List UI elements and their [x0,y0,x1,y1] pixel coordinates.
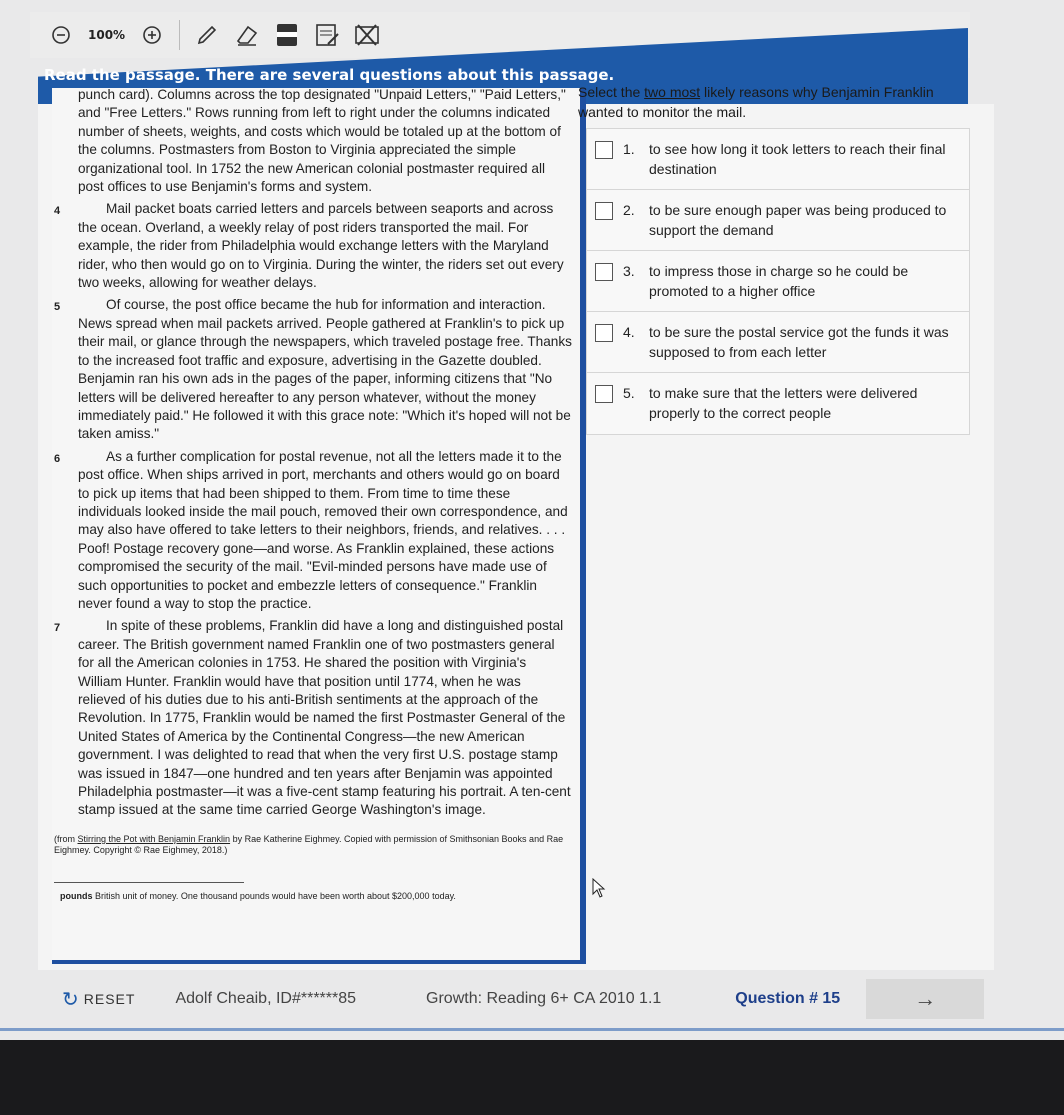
answer-option[interactable] [587,190,969,251]
answer-option[interactable] [587,129,969,190]
instructions-title: Read the passage. There are several questions about this passage. [44,66,615,84]
paragraph-text: punch card). Columns across the top designated "Unpaid Letters," "Paid Letters," and "Free Letters." Rows running from left to right under the columns indicated number of sheets, weights, and costs which would be totaled up at the bottom of the columns. Postmasters from Boston to Virginia appreciated the simple organizational tool. In 1752 the new American colonial postmaster required all post offices to use Benjamin's forms and system. [78,88,566,195]
footnote [52,887,572,905]
option-number: 3. [623,263,635,279]
student-name: Adolf Cheaib, ID#******85 [175,990,357,1007]
answer-eliminator-icon[interactable] [354,22,380,48]
reset-icon: ↻ [62,988,80,1011]
option-text: to impress those in charge so he could be promoted to a higher office [649,263,909,299]
option-checkbox[interactable] [595,324,613,342]
paragraph-text: In spite of these problems, Franklin did have a long and distinguished postal career. The British government named Franklin one of two postmasters general for all the American colonies in 1753. He shared the position with Virginia's William Hunter. Franklin would have that position until 1774, when he was relieved of his duties due to his anti-British sentiments at the approach of the Revolution. In 1775, Franklin would be named the first Postmaster General of the United States of America by the Continental Congress—the new American government. I was delighted to read that when the very first U.S. postage stamp was issued in 1847—one hundred and ten years after Benjamin was appointed Philadelphia postmaster—it was a five-cent stamp featuring his portrait. A ten-cent stamp issued at the same time carried George Washington's image. [78,618,571,818]
credit-prefix: (from [54,833,78,844]
paragraph-number: 6 [54,452,61,465]
option-number: 2. [623,202,635,218]
footer-bar [54,976,994,1022]
reset-label: RESET [83,991,136,1007]
reset-button[interactable] [62,987,135,1012]
question-prefix: Select the [578,84,645,100]
zoom-in-icon[interactable] [139,22,165,48]
eraser-icon[interactable] [234,22,260,48]
option-checkbox[interactable] [595,263,613,281]
answer-option[interactable] [587,312,969,373]
notepad-icon[interactable] [314,22,340,48]
answer-option[interactable] [587,251,969,312]
question-emphasis: two most [644,84,701,100]
toolbar-separator [179,20,180,50]
option-number: 5. [623,385,635,401]
answer-options [586,128,970,435]
zoom-out-icon[interactable] [48,22,74,48]
pen-icon[interactable] [194,22,220,48]
option-number: 4. [623,324,635,340]
passage-paragraph [52,200,572,292]
paragraph-text: As a further complication for postal revenue, not all the letters made it to the post office. When ships arrived in port, merchants and others would go on board to pick up items that had been shipped to them. From time to time these individuals looked inside the mail pouch, removed their own correspondence, and may also have offered to take letters to their neighbors, friends, and relatives. . . . Poof! Postage recovery gone—and worse. As Franklin explained, these actions compromised the security of the mail. "Evil-minded persons have made use of such opportunities to pocket and embezzle letters of consequence." Franklin never found a way to stop the practice. [78,448,568,611]
option-checkbox[interactable] [595,385,613,403]
passage-paragraph [52,88,572,196]
passage-paragraph [52,296,572,443]
answer-option[interactable] [587,373,969,434]
option-text: to be sure enough paper was being produced to support the demand [649,202,947,238]
question-prompt [578,82,958,122]
paragraph-number: 5 [54,301,61,314]
option-checkbox[interactable] [595,202,613,220]
option-text: to be sure the postal service got the funds it was supposed to from each letter [649,324,949,360]
footnote-divider [54,882,244,883]
passage-paragraph [52,448,572,614]
passage-content [52,88,572,905]
next-arrow-icon: → [914,986,937,1011]
footnote-term: pounds [60,890,93,901]
paragraph-text: Of course, the post office became the hub for information and interaction. News spread when mail packets arrived. People gathered at Franklin's to pick up their mail, or glance through the newspapers, which traveled postage free. Thanks to the increased foot traffic and exposure, advertising in the Gazette doubled. Benjamin ran his own ads in the pages of the paper, informing citizens that "No letters will be delivered hereafter to any person whatever, without the money immediately paid." He followed it with this grace note: "Which it's hoped will not be taken amiss." [78,297,572,442]
screen-bottom-line [0,1028,1064,1031]
footnote-text: British unit of money. One thousand pounds would have been worth about $200,000 today. [92,890,456,901]
paragraph-number: 7 [54,622,61,635]
option-text: to make sure that the letters were delivered properly to the correct people [649,385,918,421]
option-text: to see how long it took letters to reach their final destination [649,141,946,177]
question-suffix: likely reasons why Benjamin Franklin wanted to monitor the mail. [578,84,934,120]
paragraph-number: 4 [54,205,61,218]
question-number: Question # 15 [735,990,841,1007]
line-reader-icon[interactable] [274,22,300,48]
passage-panel[interactable] [52,88,586,964]
passage-credit [52,834,572,856]
next-button[interactable] [866,979,984,1019]
monitor-bezel [0,1040,1064,1115]
paragraph-text: Mail packet boats carried letters and parcels between seaports and across the ocean. Overland, a weekly relay of post riders transported the mail. For example, the rider from Philadelphia would exchange letters with the Maryland rider, who then would go on to Virginia. During the winter, the riders set out every two weeks, allowing for weather delays. [78,201,564,291]
credit-title: Stirring the Pot with Benjamin Franklin [77,833,231,844]
mouse-cursor-icon [592,878,606,898]
passage-paragraph [52,617,572,819]
option-number: 1. [623,141,635,157]
credit-rest: by Rae Katherine Eighmey. Copied with permission of Smithsonian Books and Rae Eighmey. Copyright © Rae Eighmey, 2018.) [54,833,564,855]
option-checkbox[interactable] [595,141,613,159]
zoom-level: 100% [88,28,126,42]
test-name: Growth: Reading 6+ CA 2010 1.1 [426,990,662,1007]
